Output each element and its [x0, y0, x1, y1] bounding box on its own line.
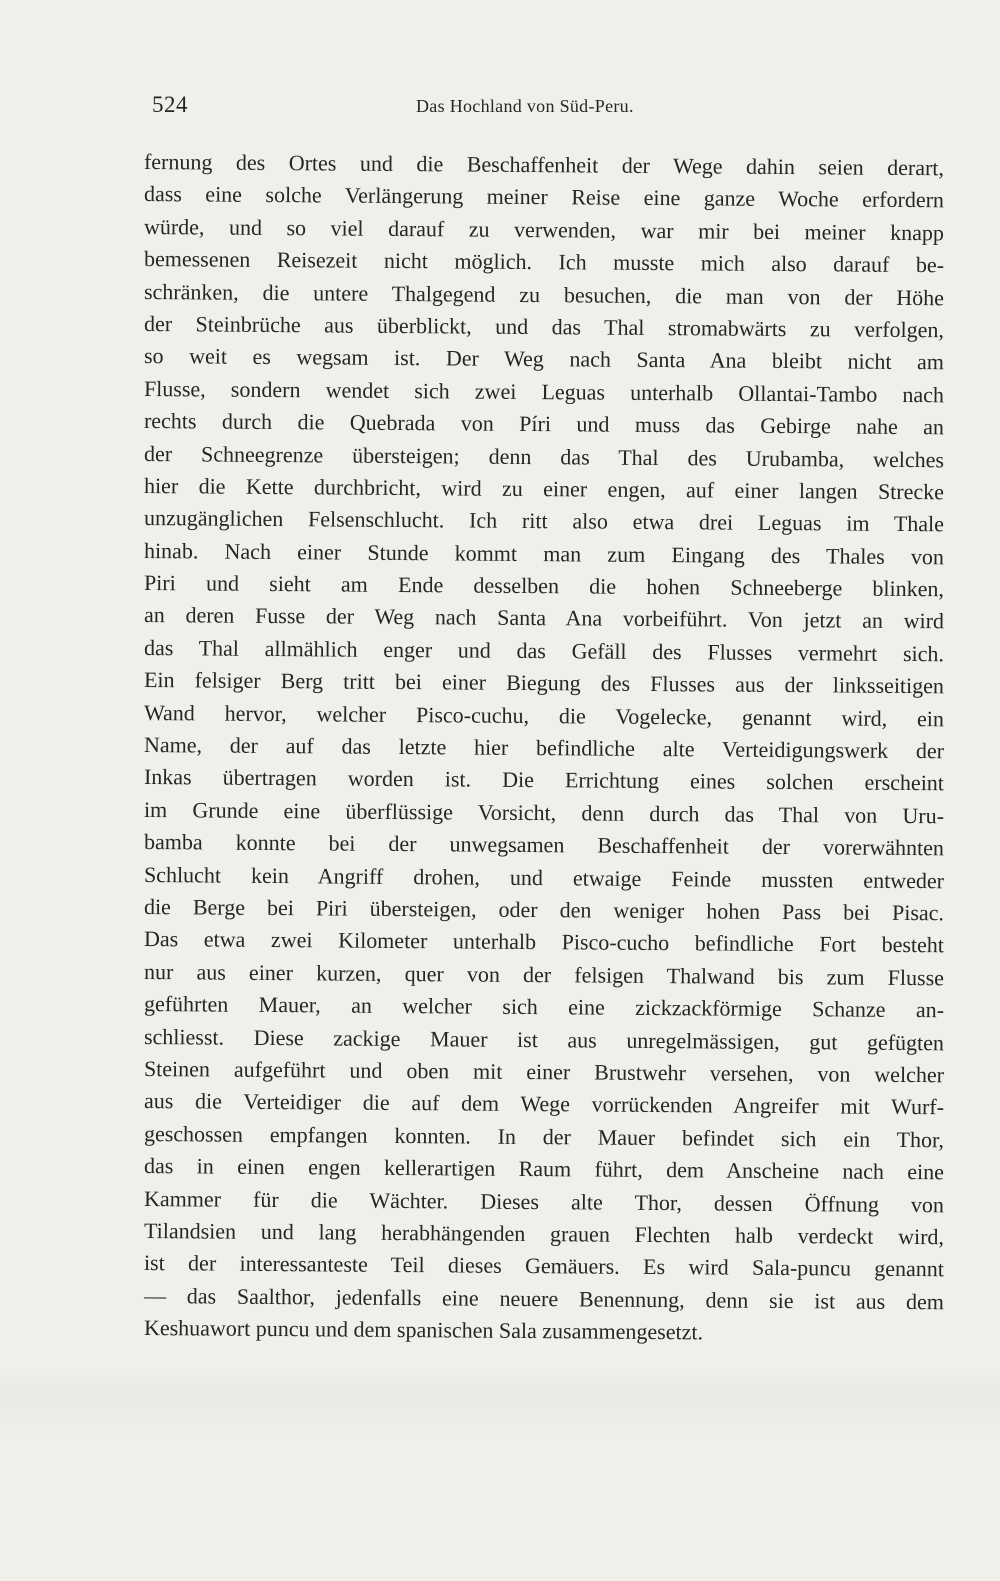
- text-line: das Thal allmählich enger und das Gefäll des Flusses vermehrt sich.: [143, 634, 945, 667]
- text-line: würde, und so viel darauf zu verwenden, war mir bei meiner knapp: [143, 213, 945, 246]
- text-line: nur aus einer kurzen, quer von der felsigen Thalwand bis zum Flusse: [143, 958, 945, 991]
- text-line: rechts durch die Quebrada von Píri und muss das Gebirge nahe an: [143, 408, 945, 440]
- text-line: bamba konnte bei der unwegsamen Beschaffenheit der vorerwähnten: [143, 829, 945, 861]
- text-line: Das etwa zwei Kilometer unterhalb Pisco-cucho befindliche Fort besteht: [143, 926, 945, 958]
- text-line: geführten Mauer, an welcher sich eine zickzackförmige Schanze an-: [143, 991, 945, 1023]
- text-line: Steinen aufgeführt und oben mit einer Brustwehr versehen, von welcher: [143, 1055, 945, 1088]
- text-line: Kammer für die Wächter. Dieses alte Thor, dessen Öffnung von: [143, 1185, 945, 1217]
- text-line: aus die Verteidiger die auf dem Wege vorrückenden Angreifer mit Wurf-: [143, 1088, 945, 1120]
- text-line: schliesst. Diese zackige Mauer ist aus unregelmässigen, gut gefügten: [143, 1023, 945, 1055]
- running-title: Das Hochland von Süd-Peru.: [416, 96, 634, 116]
- text-line: geschossen empfangen konnten. In der Mauer befindet sich ein Thor,: [143, 1120, 945, 1153]
- text-line: der Steinbrüche aus überblickt, und das Thal stromabwärts zu verfolgen,: [143, 310, 945, 343]
- text-line: schränken, die untere Thalgegend zu besuchen, die man von der Höhe: [143, 278, 945, 310]
- text-line: an deren Fusse der Weg nach Santa Ana vorbeiführt. Von jetzt an wird: [143, 602, 945, 634]
- text-line: Inkas übertragen worden ist. Die Errichtung eines solchen erscheint: [143, 764, 945, 796]
- text-line: Schlucht kein Angriff drohen, und etwaige Feinde mussten entweder: [143, 861, 945, 893]
- text-line: unzugänglichen Felsenschlucht. Ich ritt also etwa drei Leguas im Thale: [143, 505, 945, 537]
- text-line: Ein felsiger Berg tritt bei einer Biegung des Flusses aus der linksseitigen: [143, 667, 945, 699]
- page-header: [152, 92, 944, 132]
- text-line-last: Keshuawort puncu und dem spanischen Sala zusammengesetzt.: [143, 1315, 704, 1345]
- text-line: so weit es wegsam ist. Der Weg nach Santa Ana bleibt nicht am: [143, 343, 945, 375]
- text-line: hinab. Nach einer Stunde kommt man zum Eingang des Thales von: [143, 537, 945, 569]
- bleed-through-shadow: [0, 1368, 1000, 1438]
- text-line: Tilandsien und lang herabhängenden grauen Flechten halb verdeckt wird,: [143, 1217, 945, 1250]
- text-line: der Schneegrenze übersteigen; denn das Thal des Urubamba, welches: [143, 440, 945, 472]
- text-line: dass eine solche Verlängerung meiner Reise eine ganze Woche erfordern: [143, 181, 945, 213]
- page-number: 524: [152, 92, 188, 117]
- text-line: bemessenen Reisezeit nicht möglich. Ich musste mich also darauf be-: [143, 246, 945, 278]
- text-line: Piri und sieht am Ende desselben die hohen Schneeberge blinken,: [143, 570, 945, 602]
- text-line: ist der interessanteste Teil dieses Gemäuers. Es wird Sala-puncu genannt: [143, 1250, 945, 1282]
- text-line: Name, der auf das letzte hier befindliche alte Verteidigungswerk der: [143, 732, 945, 764]
- text-line: — das Saalthor, jedenfalls eine neuere Benennung, denn sie ist aus dem: [143, 1282, 945, 1314]
- text-line: die Berge bei Piri übersteigen, oder den weniger hohen Pass bei Pisac.: [143, 893, 945, 926]
- text-line: Flusse, sondern wendet sich zwei Leguas unterhalb Ollantai-Tambo nach: [143, 375, 945, 408]
- body-text: [144, 146, 944, 1344]
- text-line: hier die Kette durchbricht, wird zu einer engen, auf einer langen Strecke: [143, 472, 945, 505]
- text-line: Wand hervor, welcher Pisco-cuchu, die Vogelecke, genannt wird, ein: [143, 699, 945, 731]
- text-line: das in einen engen kellerartigen Raum führt, dem Anscheine nach eine: [143, 1153, 945, 1185]
- text-line: fernung des Ortes und die Beschaffenheit der Wege dahin seien derart,: [143, 149, 945, 181]
- text-line: im Grunde eine überflüssige Vorsicht, denn durch das Thal von Uru-: [143, 796, 945, 829]
